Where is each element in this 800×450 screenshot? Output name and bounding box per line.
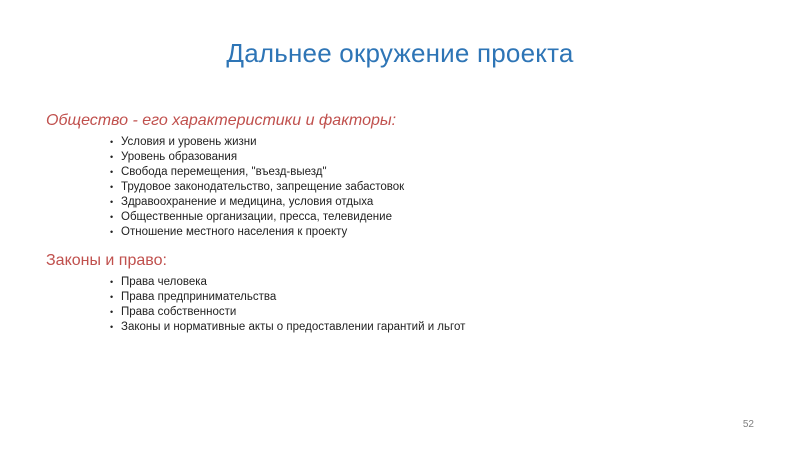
bullet-icon: • bbox=[110, 292, 114, 302]
list-item-text: Права собственности bbox=[121, 306, 237, 318]
bullet-icon: • bbox=[110, 197, 114, 207]
list-item-text: Свобода перемещения, "въезд-выезд" bbox=[121, 166, 327, 178]
list-item bbox=[110, 210, 766, 225]
list-item bbox=[110, 195, 766, 210]
list-item bbox=[110, 165, 766, 180]
bullet-icon: • bbox=[110, 152, 114, 162]
list-item-text: Права предпринимательства bbox=[121, 291, 277, 303]
list-item-text: Отношение местного населения к проекту bbox=[121, 226, 348, 238]
list-item bbox=[110, 150, 766, 165]
list-item-text: Общественные организации, пресса, телевидение bbox=[121, 211, 392, 223]
bullet-icon: • bbox=[110, 137, 114, 147]
list-item bbox=[110, 290, 766, 305]
section-heading: Общество - его характеристики и факторы: bbox=[46, 112, 397, 129]
list-item bbox=[110, 320, 766, 335]
bullet-list bbox=[46, 275, 766, 335]
bullet-icon: • bbox=[110, 182, 114, 192]
page-number: 52 bbox=[742, 419, 754, 430]
list-item bbox=[110, 180, 766, 195]
section-laws bbox=[46, 251, 766, 335]
list-item bbox=[110, 275, 766, 290]
list-item-text: Законы и нормативные акты о предоставлении гарантий и льгот bbox=[121, 321, 466, 333]
list-item-text: Права человека bbox=[121, 276, 207, 288]
bullet-icon: • bbox=[110, 322, 114, 332]
list-item-text: Уровень образования bbox=[121, 151, 238, 163]
bullet-icon: • bbox=[110, 277, 114, 287]
list-item bbox=[110, 305, 766, 320]
section-heading: Законы и право: bbox=[46, 252, 167, 269]
list-item-text: Здравоохранение и медицина, условия отдыха bbox=[121, 196, 374, 208]
list-item-text: Условия и уровень жизни bbox=[121, 136, 257, 148]
list-item bbox=[110, 225, 766, 240]
bullet-icon: • bbox=[110, 212, 114, 222]
bullet-list bbox=[46, 135, 766, 240]
bullet-icon: • bbox=[110, 227, 114, 237]
slide-title: Дальнее окружение проекта bbox=[226, 38, 574, 68]
list-item-text: Трудовое законодательство, запрещение забастовок bbox=[121, 181, 405, 193]
list-item bbox=[110, 135, 766, 150]
bullet-icon: • bbox=[110, 167, 114, 177]
bullet-icon: • bbox=[110, 307, 114, 317]
section-society bbox=[46, 111, 766, 240]
